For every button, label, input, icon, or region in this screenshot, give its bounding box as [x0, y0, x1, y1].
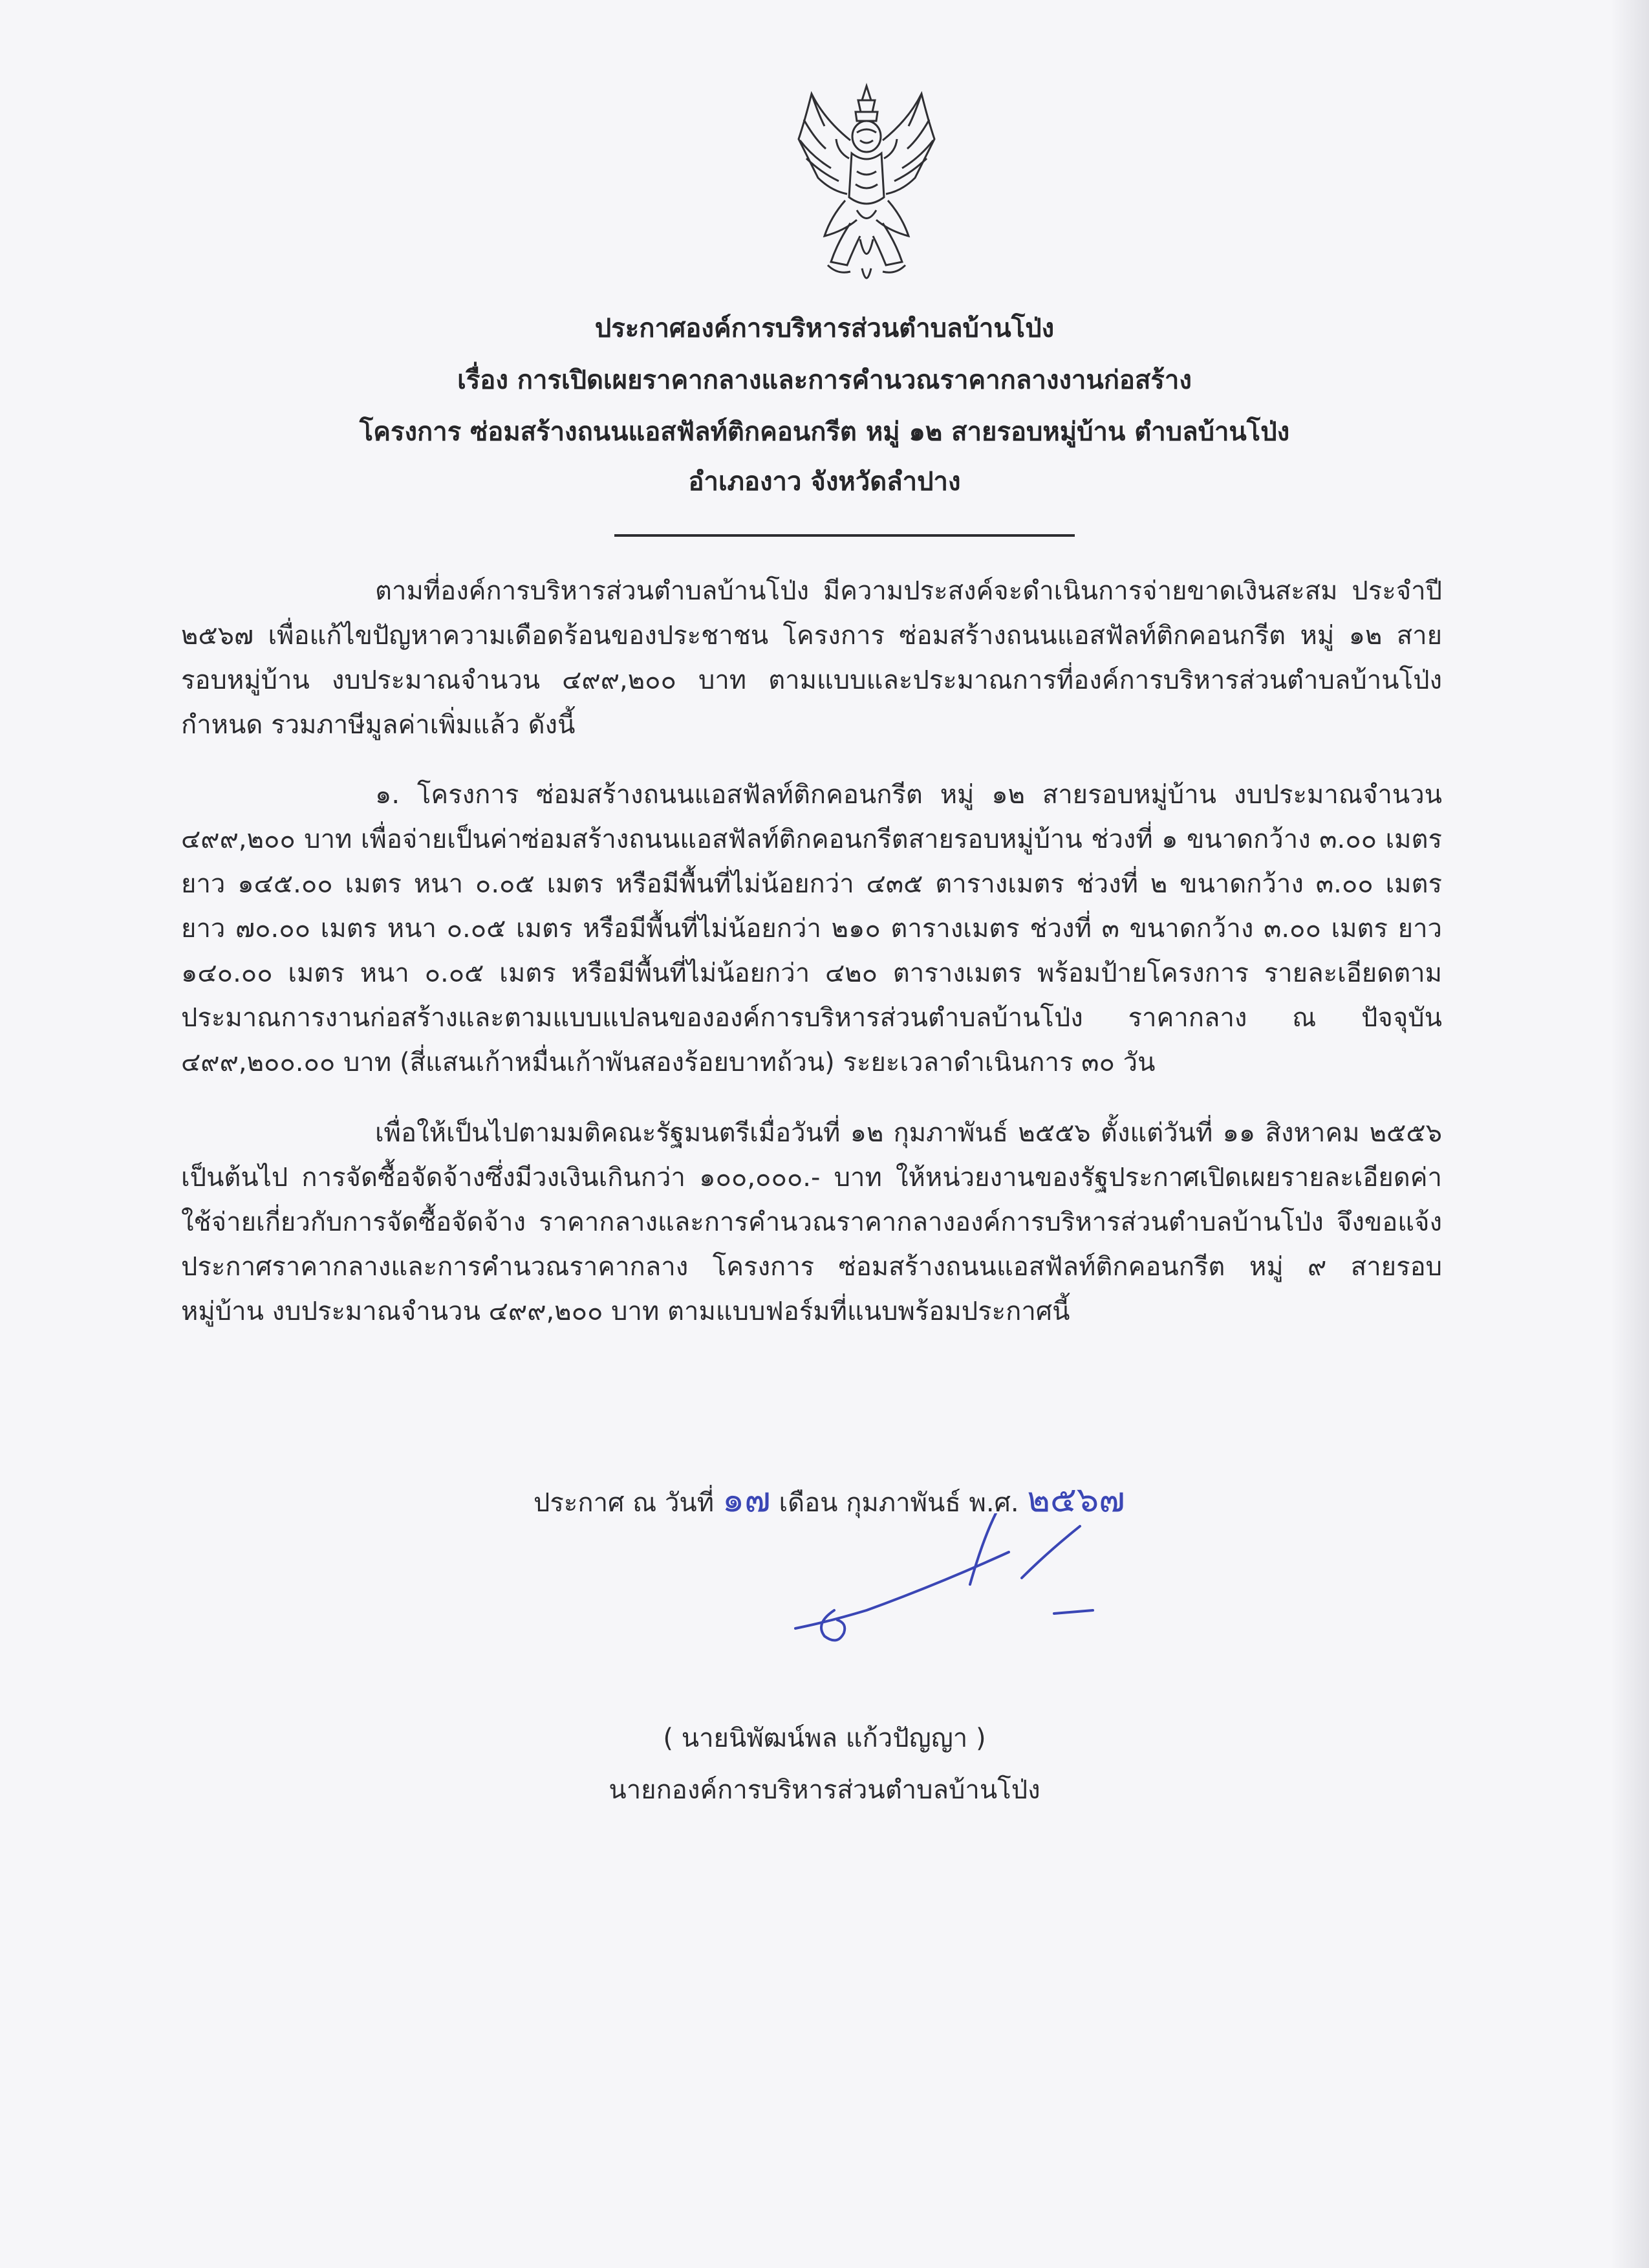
document-project-line: โครงการ ซ่อมสร้างถนนแอสฟัลท์ติกคอนกรีต หมู่ ๑๒ สายรอบหมู่บ้าน ตำบลบ้านโป่ง — [359, 417, 1290, 447]
title-divider — [614, 534, 1075, 537]
date-day-handwritten: ๑๗ — [722, 1479, 771, 1520]
signer-name: ( นายนิพัฒน์พล แก้วปัญญา ) — [663, 1723, 986, 1753]
paragraph-intro: ตามที่องค์การบริหารส่วนตำบลบ้านโป่ง มีความประสงค์จะดำเนินการจ่ายขาดเงินสะสม ประจำปี ๒๕๖๗ เพื่อแก้ไขปัญหาความเดือดร้อนของประชาชน โครงการ ซ่อมสร้างถนนแอสฟัลท์ติกคอนกรีต หมู่ ๑๒ สายรอบหมู่บ้าน งบประมาณจำนวน ๔๙๙,๒๐๐ บาท ตามแบบและประมาณการที่องค์การบริหารส่วนตำบลบ้านโป่งกำหนด รวมภาษีมูลค่าเพิ่มแล้ว ดังนี้ — [181, 576, 1442, 740]
date-month-label: เดือน กุมภาพันธ์ พ.ศ. — [779, 1488, 1019, 1518]
garuda-emblem-icon — [786, 81, 947, 294]
date-prefix: ประกาศ ณ วันที่ — [534, 1488, 715, 1518]
document-subject: เรื่อง การเปิดเผยราคากลางและการคำนวณราคากลางงานก่อสร้าง — [457, 365, 1192, 395]
paragraph-project-detail: ๑. โครงการ ซ่อมสร้างถนนแอสฟัลท์ติกคอนกรีต หมู่ ๑๒ สายรอบหมู่บ้าน งบประมาณจำนวน ๔๙๙,๒๐๐ บาท เพื่อจ่ายเป็นค่าซ่อมสร้างถนนแอสฟัลท์ติกคอนกรีตสายรอบหมู่บ้าน ช่วงที่ ๑ ขนาดกว้าง ๓.๐๐ เมตร ยาว ๑๔๕.๐๐ เมตร หนา ๐.๐๕ เมตร หรือมีพื้นที่ไม่น้อยกว่า ๔๓๕ ตารางเมตร ช่วงที่ ๒ ขนาดกว้าง ๓.๐๐ เมตร ยาว ๗๐.๐๐ เมตร หนา ๐.๐๕ เมตร หรือมีพื้นที่ไม่น้อยกว่า ๒๑๐ ตารางเมตร ช่วงที่ ๓ ขนาดกว้าง ๓.๐๐ เมตร ยาว ๑๔๐.๐๐ เมตร หนา ๐.๐๕ เมตร หรือมีพื้นที่ไม่น้อยกว่า ๔๒๐ ตารางเมตร พร้อมป้ายโครงการ รายละเอียดตามประมาณการงานก่อสร้างและตามแบบแปลนขององค์การบริหารส่วนตำบลบ้านโป่ง ราคากลาง ณ ปัจจุบัน ๔๙๙,๒๐๐.๐๐ บาท (สี่แสนเก้าหมื่นเก้าพันสองร้อยบาทถ้วน) ระยะเวลาดำเนินการ ๓๐ วัน — [181, 780, 1442, 1077]
date-year-handwritten: ๒๕๖๗ — [1027, 1479, 1125, 1520]
paragraph-cabinet-resolution: เพื่อให้เป็นไปตามมติคณะรัฐมนตรีเมื่อวันที่ ๑๒ กุมภาพันธ์ ๒๕๕๖ ตั้งแต่วันที่ ๑๑ สิงหาคม ๒๕๕๖ เป็นต้นไป การจัดซื้อจัดจ้างซึ่งมีวงเงินเกินกว่า ๑๐๐,๐๐๐.- บาท ให้หน่วยงานของรัฐประกาศเปิดเผยรายละเอียดค่าใช้จ่ายเกี่ยวกับการจัดซื้อจัดจ้าง ราคากลางและการคำนวณราคากลางองค์การบริหารส่วนตำบลบ้านโป่ง จึงขอแจ้งประกาศราคากลางและการคำนวณราคากลาง โครงการ ซ่อมสร้างถนนแอสฟัลท์ติกคอนกรีต หมู่ ๙ สายรอบหมู่บ้าน งบประมาณจำนวน ๔๙๙,๒๐๐ บาท ตามแบบฟอร์มที่แนบพร้อมประกาศนี้ — [181, 1118, 1442, 1326]
document-location-line: อำเภองาว จังหวัดลำปาง — [688, 467, 961, 497]
signer-position: นายกองค์การบริหารส่วนตำบลบ้านโป่ง — [609, 1775, 1040, 1805]
document-title: ประกาศองค์การบริหารส่วนตำบลบ้านโป่ง — [594, 314, 1055, 343]
handwritten-signature — [789, 1513, 1151, 1649]
